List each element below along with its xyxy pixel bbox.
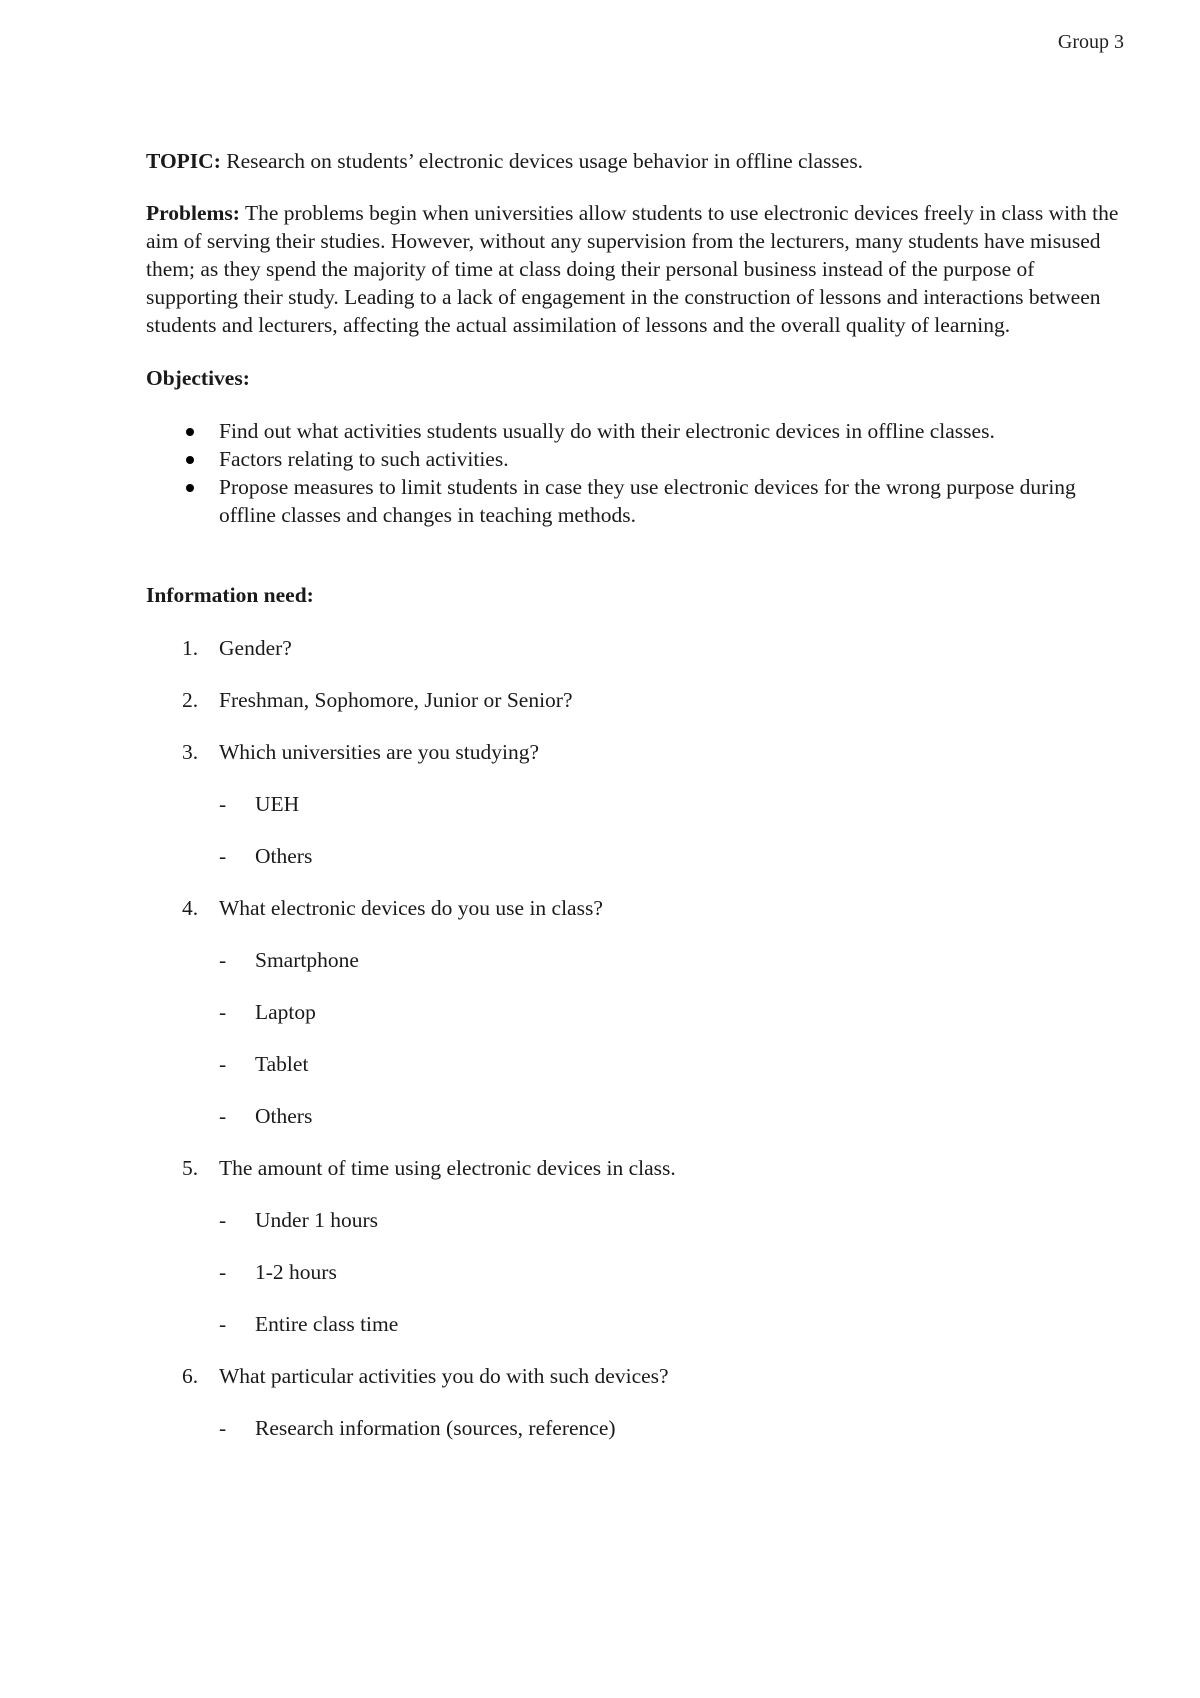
question-item xyxy=(146,1154,1126,1338)
option-item: - Research information (sources, reference) xyxy=(219,1416,616,1440)
question-number: 6. xyxy=(182,1364,199,1388)
option-item: - Under 1 hours xyxy=(219,1208,379,1232)
problems-label: Problems: xyxy=(146,201,240,225)
problems-text: The problems begin when universities allow students to use electronic devices freely in class with the aim of serving their studies. However, without any supervision from the lecturers, many students have misused them; as they spend the majority of time at class doing their personal business instead of the purpose of supporting their study. Leading to a lack of engagement in the construction of lessons and interactions between students and lecturers, affecting the actual assimilation of lessons and the overall quality of learning. xyxy=(146,201,1119,337)
problems-paragraph xyxy=(146,199,1126,339)
question-item xyxy=(146,738,1126,870)
question-text: What particular activities you do with such devices? xyxy=(219,1364,669,1388)
dash-marker: - xyxy=(219,792,227,816)
option-item: - 1-2 hours xyxy=(219,1260,337,1284)
question-number: 4. xyxy=(182,896,199,920)
information-need-heading: Information need: xyxy=(146,583,314,607)
topic-text: Research on students’ electronic devices usage behavior in offline classes. xyxy=(220,149,864,173)
dash-marker: - xyxy=(219,1104,227,1128)
question-item xyxy=(146,894,1126,1130)
question-text: Gender? xyxy=(219,636,292,660)
page-header-group: Group 3 xyxy=(1057,31,1124,53)
option-item: - Laptop xyxy=(219,1000,316,1024)
bullet-icon xyxy=(186,456,194,464)
list-item: Find out what activities students usually do with their electronic devices in offline classes. xyxy=(146,417,1126,445)
question-item xyxy=(146,634,1126,662)
question-number: 3. xyxy=(182,740,199,764)
objectives-list xyxy=(146,417,1126,529)
dash-marker: - xyxy=(219,1260,227,1284)
options-list xyxy=(219,1206,1126,1338)
option-item: - Tablet xyxy=(219,1052,309,1076)
topic-label: TOPIC: xyxy=(146,149,221,173)
option-item: - Others xyxy=(219,1104,313,1128)
options-list xyxy=(219,946,1126,1130)
dash-marker: - xyxy=(219,1052,227,1076)
option-item: - UEH xyxy=(219,792,300,816)
question-text: The amount of time using electronic devices in class. xyxy=(219,1156,676,1180)
question-text: What electronic devices do you use in class? xyxy=(219,896,603,920)
dash-marker: - xyxy=(219,1208,227,1232)
question-item xyxy=(146,686,1126,714)
objectives-heading: Objectives: xyxy=(146,366,250,390)
question-text: Freshman, Sophomore, Junior or Senior? xyxy=(219,688,573,712)
question-item xyxy=(146,1362,1126,1442)
option-item: - Entire class time xyxy=(219,1312,399,1336)
dash-marker: - xyxy=(219,1000,227,1024)
question-number: 2. xyxy=(182,688,199,712)
question-text: Which universities are you studying? xyxy=(219,740,540,764)
document-body xyxy=(146,147,1126,1466)
questions-list xyxy=(146,634,1126,1442)
list-item: Factors relating to such activities. xyxy=(146,445,1126,473)
dash-marker: - xyxy=(219,1416,227,1440)
topic-paragraph xyxy=(146,147,1126,175)
dash-marker: - xyxy=(219,948,227,972)
option-item: - Smartphone xyxy=(219,948,359,972)
dash-marker: - xyxy=(219,844,227,868)
options-list xyxy=(219,790,1126,870)
bullet-icon xyxy=(186,484,194,492)
option-item: - Others xyxy=(219,844,313,868)
question-number: 5. xyxy=(182,1156,199,1180)
options-list xyxy=(219,1414,1126,1442)
list-item: Propose measures to limit students in case they use electronic devices for the wrong purpose during offline classes and changes in teaching methods. xyxy=(146,473,1126,529)
bullet-icon xyxy=(186,428,194,436)
question-number: 1. xyxy=(182,636,199,660)
dash-marker: - xyxy=(219,1312,227,1336)
